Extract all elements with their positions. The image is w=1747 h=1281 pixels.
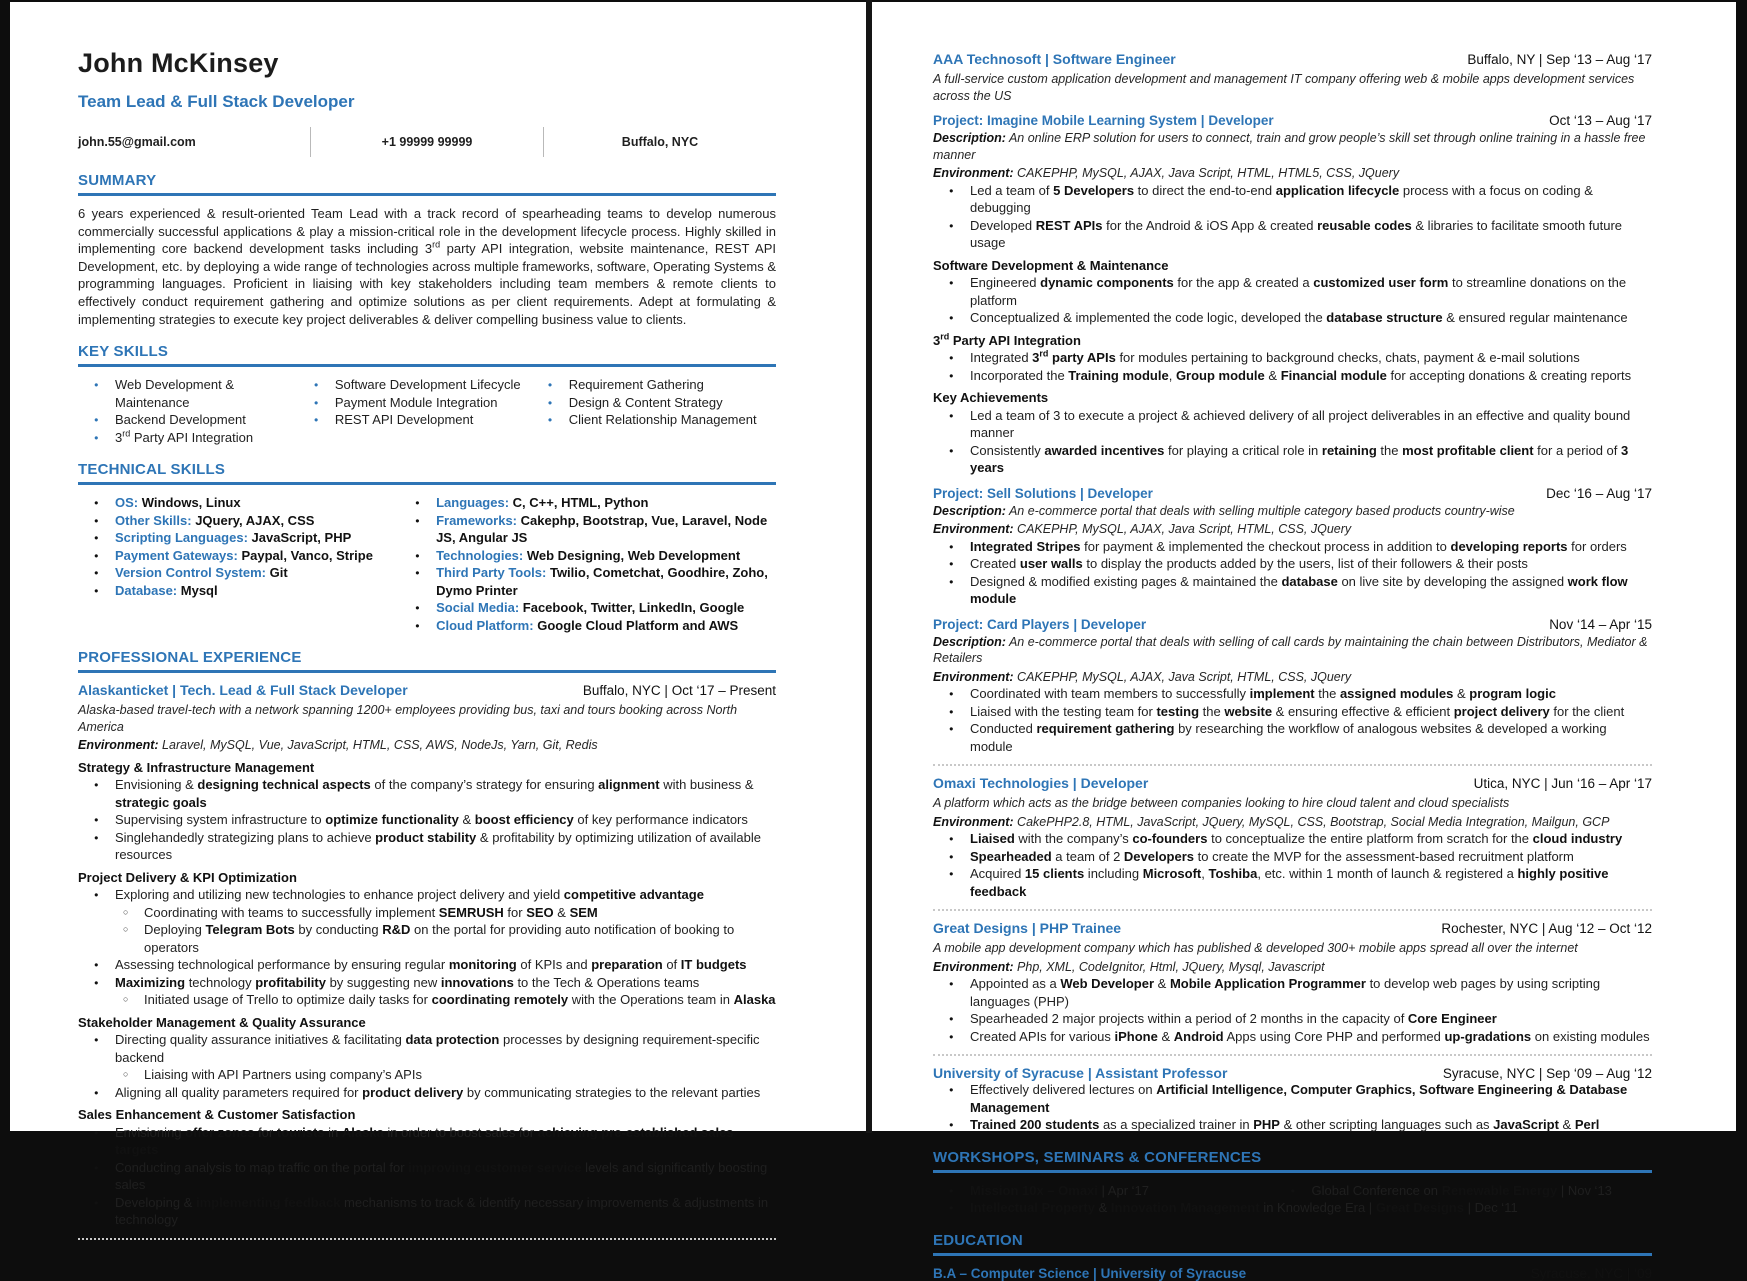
job-entry: [78, 682, 776, 1229]
key-skill-item: ● Requirement Gathering: [532, 376, 776, 394]
workshops-grid: [933, 1182, 1652, 1217]
project-title: Project: Imagine Mobile Learning System | Developer: [933, 113, 1274, 128]
bullet-item: ● Spearheaded 2 major projects within a period of 2 months in the capacity of Core Engineer: [933, 1010, 1652, 1028]
job-location-dates: Utica, NYC | Jun ‘16 – Apr ‘17: [1473, 776, 1652, 791]
technical-skills-column: [78, 494, 399, 634]
key-skills-column: [78, 376, 298, 446]
key-skill-item: ● Client Relationship Management: [532, 411, 776, 429]
technical-skills-heading: TECHNICAL SKILLS: [78, 461, 226, 479]
environment-line: Environment: Laravel, MySQL, Vue, JavaScript, HTML, CSS, AWS, NodeJs, Yarn, Git, Redis: [78, 738, 598, 753]
bullet-item: ● Created user walls to display the products added by the users, list of their followers & their posts: [933, 555, 1652, 573]
contact-bar: [78, 127, 776, 157]
job-company-title: Omaxi Technologies | Developer: [933, 775, 1149, 791]
technical-skill-item: ● Cloud Platform: Google Cloud Platform and AWS: [399, 617, 776, 635]
technical-skill-item: ● Social Media: Facebook, Twitter, LinkedIn, Google: [399, 599, 776, 617]
bullet-item: ● Integrated Stripes for payment & implemented the checkout process in addition to developing reports for orders: [933, 538, 1652, 556]
workshops-section: [933, 1149, 1652, 1217]
education-section: [933, 1232, 1652, 1281]
key-skills-heading: KEY SKILLS: [78, 343, 169, 361]
job-entry: [933, 1065, 1652, 1134]
environment-line: Environment: CakePHP2.8, HTML, JavaScript, JQuery, MySQL, CSS, Bootstrap, Social Media Integration, Mailgun, GCP: [933, 814, 1610, 829]
bullet-item: ● Liaised with the company’s co-founders to conceptualize the entire platform from scratch for the cloud industry: [933, 830, 1652, 848]
person-title: Team Lead & Full Stack Developer: [78, 92, 355, 111]
summary-text: 6 years experienced & result-oriented Team Lead with a track record of spearheading teams to develop numerous commercially successful applications & play a mission-critical role in the development lifecycle process. Highly skilled in implementing core backend development tasks including 3rd party API integration, website maintenance, REST API Development, etc. by deploying a wide range of technologies across multiple frameworks, software, Operating Systems & programming languages. Proficient in liaising with key stakeholders including team members & remote clients to effectively conduct requirement gathering and optimize solutions as per client requirements. Adept at formulating & implementing strategies to execute key project deliverables & deliver compelling business value to clients.: [78, 206, 777, 327]
job-company-title: AAA Technosoft | Software Engineer: [933, 51, 1176, 67]
sub-bullet-item: ○ Initiated usage of Trello to optimize daily tasks for coordinating remotely with the Operations team in Alaska: [78, 991, 776, 1009]
job-header: [78, 682, 776, 698]
project-description: Environment: CAKEPHP, MySQL, AJAX, Java Script, HTML, HTML5, CSS, JQuery: [933, 166, 1400, 180]
technical-skill-item: ● Payment Gateways: Paypal, Vanco, Stripe: [78, 547, 399, 565]
project-description: Description: An online ERP solution for users to connect, train and grow people’s skill set through online training in a hassle free manner: [933, 131, 1646, 162]
key-skills-grid: [78, 376, 776, 446]
job-header: [933, 1065, 1652, 1081]
key-skill-item: ● Payment Module Integration: [298, 394, 532, 412]
job-divider: [933, 1054, 1652, 1056]
technical-skill-item: ● Languages: C, C++, HTML, Python: [399, 494, 776, 512]
project-header: [933, 617, 1652, 632]
workshop-item: ● Global Conference on Renewable Energy | Nov ‘13: [1275, 1182, 1652, 1200]
bullet-item: ● Liaised with the testing team for testing the website & ensuring effective & efficient project delivery for the client: [933, 703, 1652, 721]
environment-line: Environment: Php, XML, CodeIgnitor, Html, JQuery, Mysql, Javascript: [933, 959, 1325, 974]
education-row: [933, 1266, 1652, 1281]
job-divider: [933, 764, 1652, 766]
key-skills-column: [532, 376, 776, 446]
contact-location: Buffalo, NYC: [621, 135, 699, 149]
key-skill-item: ● 3rd Party API Integration: [78, 429, 298, 447]
summary-heading: SUMMARY: [78, 172, 157, 189]
project-header: [933, 486, 1652, 501]
project-description: Description: An e-commerce portal that deals with selling of call cards by maintaining the chain between Distributors, Mediator & Retailers: [933, 634, 1648, 665]
bullet-item: ● Appointed as a Web Developer & Mobile Application Programmer to develop web pages by using scripting languages (PHP): [933, 975, 1652, 1010]
section-rule: [78, 364, 776, 367]
bullet-item: ● Led a team of 3 to execute a project & achieved delivery of all project deliverables in an effective and quality bound manner: [933, 407, 1652, 442]
degree-line: B.A – Computer Science | University of Syracuse: [933, 1265, 1247, 1281]
experience-jobs-page1: [78, 682, 776, 1229]
bullet-item: ● Created APIs for various iPhone & Android Apps using Core PHP and performed up-gradations on existing modules: [933, 1028, 1652, 1046]
project-description: Environment: CAKEPHP, MySQL, AJAX, Java Script, HTML, CSS, JQuery: [933, 522, 1352, 536]
company-description: A mobile app development company which has published & developed 300+ mobile apps spread all over the internet: [933, 941, 1578, 955]
job-header: [933, 775, 1652, 791]
bullet-item: ● Developed REST APIs for the Android & iOS App & created reusable codes & libraries to facilitate smooth future usage: [933, 217, 1652, 252]
key-skills-column: [298, 376, 532, 446]
technical-skill-item: ● Database: Mysql: [78, 582, 399, 600]
contact-phone: +1 99999 99999: [381, 135, 473, 149]
bullet-item: ● Conducted requirement gathering by researching the workflow of analogous websites & developed a working module: [933, 720, 1652, 755]
workshop-item: ● Mission 10x – Omaxi | Apr ‘17: [933, 1182, 1275, 1200]
experience-jobs-page2: [933, 51, 1652, 1134]
technical-skill-item: ● Frameworks: Cakephp, Bootstrap, Vue, Laravel, Node JS, Angular JS: [399, 512, 776, 547]
bullet-item: ● Incorporated the Training module, Group module & Financial module for accepting donations & creating reports: [933, 367, 1652, 385]
job-subheading: 3rd Party API Integration: [933, 331, 1081, 348]
job-location-dates: Buffalo, NYC | Oct ‘17 – Present: [582, 683, 776, 699]
bullet-item: ● Consistently awarded incentives for playing a critical role in retaining the most profitable client for a period of 3 years: [933, 442, 1652, 477]
job-company-title: Alaskanticket | Tech. Lead & Full Stack Developer: [78, 682, 408, 699]
section-rule: [78, 670, 776, 673]
bullet-item: ● Led a team of 5 Developers to direct the end-to-end application lifecycle process with a focus on coding & debugging: [933, 182, 1652, 217]
job-location-dates: Rochester, NYC | Aug ‘12 – Oct ‘12: [1441, 921, 1652, 936]
job-entry: [933, 51, 1652, 755]
job-header: [933, 920, 1652, 936]
bullet-item: ● Envisioning offer zones for tourists in Alaska in order to boost sales for achieving pre-established sales targets: [78, 1124, 776, 1159]
bullet-item: ● Directing quality assurance initiatives & facilitating data protection processes by designing requirement-specific backend: [78, 1031, 776, 1066]
company-description: Alaska-based travel-tech with a network spanning 1200+ employees providing bus, taxi and tours booking across North America: [78, 703, 738, 734]
summary-section: [78, 172, 776, 328]
company-description: A platform which acts as the bridge between companies looking to hire cloud talent and cloud specialists: [933, 796, 1510, 810]
job-location-dates: Syracuse, NYC | Sep ‘09 – Aug ‘12: [1442, 1066, 1652, 1081]
resume-page-1: [10, 2, 866, 1228]
bullet-item: ● Envisioning & designing technical aspects of the company’s strategy for ensuring alignment with business & strategic goals: [78, 776, 776, 811]
contact-email: john.55@gmail.com: [78, 135, 196, 149]
section-rule: [78, 482, 776, 485]
workshops-heading: WORKSHOPS, SEMINARS & CONFERENCES: [933, 1148, 1262, 1166]
education-heading: EDUCATION: [933, 1231, 1023, 1249]
key-skill-item: ● Software Development Lifecycle: [298, 376, 532, 394]
job-subheading: Strategy & Infrastructure Management: [78, 759, 315, 775]
bullet-item: ● Effectively delivered lectures on Artificial Intelligence, Computer Graphics, Software Engineering & Database Management: [933, 1081, 1652, 1116]
project-title: Project: Sell Solutions | Developer: [933, 485, 1153, 501]
job-header: [933, 51, 1652, 67]
person-name: John McKinsey: [78, 48, 279, 78]
project-header: [933, 113, 1652, 128]
bullet-item: ● Aligning all quality parameters required for product delivery by communicating strategies to the relevant parties: [78, 1084, 776, 1102]
key-skill-item: ● Design & Content Strategy: [532, 394, 776, 412]
section-rule: [933, 1253, 1652, 1256]
job-entry: [933, 775, 1652, 900]
bullet-item: ● Conceptualized & implemented the code logic, developed the database structure & ensured regular maintenance: [933, 309, 1652, 327]
technical-skills-section: [78, 461, 776, 634]
key-skills-section: [78, 343, 776, 446]
project-dates: Oct ‘13 – Aug ‘17: [1549, 113, 1652, 128]
project-description: Description: An e-commerce portal that deals with selling multiple category based products country-wise: [933, 503, 1515, 518]
job-company-title: Great Designs | PHP Trainee: [933, 920, 1122, 936]
job-subheading: Stakeholder Management & Quality Assurance: [78, 1014, 366, 1030]
bullet-item: ● Acquired 15 clients including Microsoft, Toshiba, etc. within 1 month of launch & registered a highly positive feedback: [933, 865, 1652, 900]
experience-section: [78, 649, 776, 1240]
job-subheading: Software Development & Maintenance: [933, 257, 1169, 273]
job-subheading: Sales Enhancement & Customer Satisfaction: [78, 1107, 356, 1123]
section-rule: [78, 193, 776, 196]
bullet-item: ● Supervising system infrastructure to optimize functionality & boost efficiency of key performance indicators: [78, 811, 776, 829]
bullet-item: ● Integrated 3rd party APIs for modules pertaining to background checks, chats, payment & e-mail solutions: [933, 349, 1652, 367]
technical-skill-item: ● Scripting Languages: JavaScript, PHP: [78, 529, 399, 547]
job-divider: [933, 909, 1652, 911]
bullet-item: ● Assessing technological performance by ensuring regular monitoring of KPIs and preparation of IT budgets: [78, 956, 776, 974]
page-end-divider: [78, 1238, 776, 1240]
experience-heading: PROFESSIONAL EXPERIENCE: [78, 649, 302, 667]
sub-bullet-item: ○ Coordinating with teams to successfully implement SEMRUSH for SEO & SEM: [78, 904, 776, 922]
company-description: A full-service custom application development and management IT company offering web & mobile apps development services across the US: [933, 72, 1635, 103]
technical-skill-item: ● Version Control System: Git: [78, 564, 399, 582]
technical-skills-grid: [78, 494, 776, 634]
bullet-item: ● Designed & modified existing pages & maintained the database on live site by developing the assigned work flow module: [933, 573, 1652, 608]
bullet-item: ● Conducting analysis to map traffic on the portal for improving customer service levels and significantly boosting sales: [78, 1159, 776, 1194]
technical-skill-item: ● OS: Windows, Linux: [78, 494, 399, 512]
job-location-dates: Buffalo, NY | Sep ‘13 – Aug ‘17: [1467, 52, 1652, 67]
bullet-item: ● Exploring and utilizing new technologies to enhance project delivery and yield competitive advantage: [78, 886, 776, 904]
technical-skills-column: [399, 494, 776, 634]
sub-bullet-item: ○ Deploying Telegram Bots by conducting R&D on the portal for providing auto notification of booking to operators: [78, 921, 776, 956]
education-date: Syracuse, NYC | ‘09: [1530, 1265, 1652, 1281]
technical-skill-item: ● Technologies: Web Designing, Web Development: [399, 547, 776, 565]
bullet-item: ● Developing & implementing feedback mechanisms to track & identify necessary improvements & adjustments in technology: [78, 1194, 776, 1229]
technical-skill-item: ● Other Skills: JQuery, AJAX, CSS: [78, 512, 399, 530]
project-dates: Nov ‘14 – Apr ‘15: [1549, 616, 1652, 632]
bullet-item: ● Spearheaded a team of 2 Developers to create the MVP for the assessment-based recruitment platform: [933, 848, 1652, 866]
resume-page-2: [872, 2, 1736, 1281]
section-rule: [933, 1170, 1652, 1173]
key-skill-item: ● Backend Development: [78, 411, 298, 429]
bullet-item: ● Singlehandedly strategizing plans to achieve product stability & profitability by optimizing utilization of available resources: [78, 829, 776, 864]
job-company-title: University of Syracuse | Assistant Professor: [933, 1065, 1228, 1081]
bullet-item: ● Trained 200 students as a specialized trainer in PHP & other scripting languages such as JavaScript & Perl: [933, 1116, 1652, 1134]
bullet-item: ● Maximizing technology profitability by suggesting new innovations to the Tech & Operations teams: [78, 974, 776, 992]
project-dates: Dec ‘16 – Aug ‘17: [1546, 485, 1652, 501]
project-title: Project: Card Players | Developer: [933, 616, 1147, 632]
bullet-item: ● Engineered dynamic components for the app & created a customized user form to streamline donations on the platform: [933, 274, 1652, 309]
technical-skill-item: ● Third Party Tools: Twilio, Cometchat, Goodhire, Zoho, Dymo Printer: [399, 564, 776, 599]
job-entry: [933, 920, 1652, 1045]
project-description: Environment: CAKEPHP, MySQL, AJAX, Java Script, HTML, CSS, JQuery: [933, 669, 1352, 684]
bullet-item: ● Coordinated with team members to successfully implement the assigned modules & program logic: [933, 685, 1652, 703]
key-skill-item: ● Web Development & Maintenance: [78, 376, 298, 411]
key-skill-item: ● REST API Development: [298, 411, 532, 429]
job-subheading: Project Delivery & KPI Optimization: [78, 869, 297, 885]
sub-bullet-item: ○ Liaising with API Partners using company’s APIs: [78, 1066, 776, 1084]
workshop-item: ● Intellectual Property & Innovation Management in Knowledge Era | Great Designs | Dec ‘11: [933, 1199, 1652, 1217]
job-subheading: Key Achievements: [933, 390, 1049, 405]
